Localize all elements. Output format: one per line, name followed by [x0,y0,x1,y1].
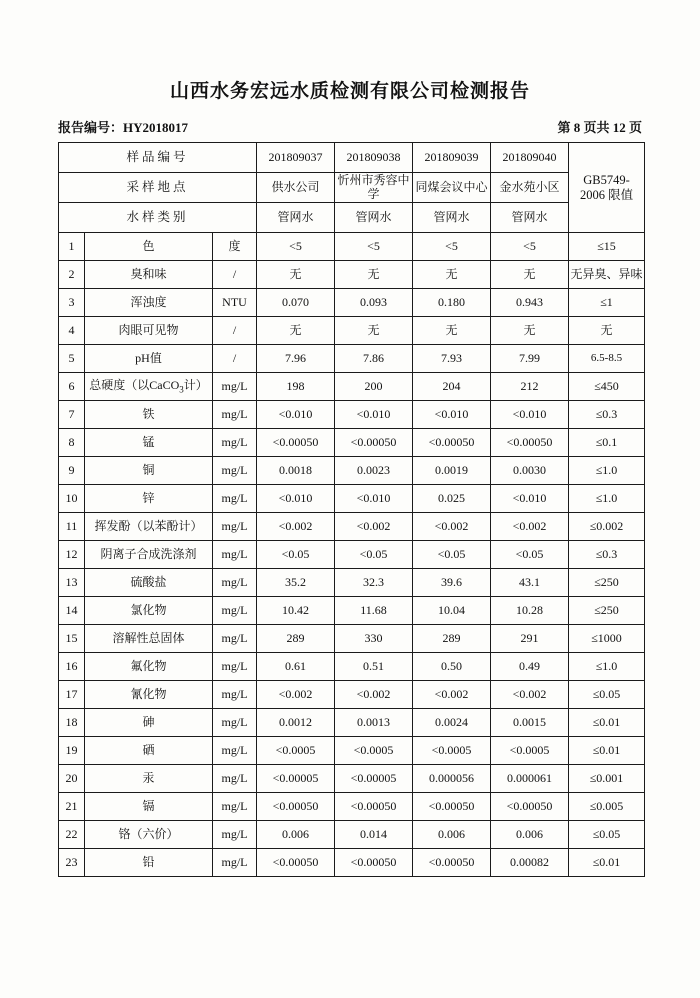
row-value-3: <0.010 [413,401,491,429]
row-item-name: 镉 [85,793,213,821]
row-value-3: <0.002 [413,513,491,541]
row-value-1: 35.2 [257,569,335,597]
header-label-sample-no: 样品编号 [59,143,257,173]
row-value-2: 0.014 [335,821,413,849]
row-item-name: 肉眼可见物 [85,317,213,345]
row-index: 6 [59,373,85,401]
row-unit: mg/L [213,765,257,793]
row-item-name: 铜 [85,457,213,485]
row-value-4: <0.0005 [491,737,569,765]
row-value-3: 无 [413,261,491,289]
table-body [59,143,645,877]
row-standard: 无 [569,317,645,345]
row-value-1: 无 [257,261,335,289]
row-item-name: 挥发酚（以苯酚计） [85,513,213,541]
row-unit: mg/L [213,597,257,625]
row-value-1: <0.002 [257,513,335,541]
row-value-4: 0.000061 [491,765,569,793]
table-row [59,541,645,569]
row-value-2: 32.3 [335,569,413,597]
row-value-3: 无 [413,317,491,345]
table-row [59,513,645,541]
row-index: 18 [59,709,85,737]
row-item-name: 硒 [85,737,213,765]
row-value-1: 7.96 [257,345,335,373]
row-index: 16 [59,653,85,681]
row-item-name: 阴离子合成洗涤剂 [85,541,213,569]
row-value-4: 7.99 [491,345,569,373]
row-index: 8 [59,429,85,457]
table-header-sample-no [59,143,645,173]
row-value-2: <5 [335,233,413,261]
sample-no-4: 201809040 [491,143,569,173]
row-item-name: 氯化物 [85,597,213,625]
row-value-4: 0.0015 [491,709,569,737]
row-value-1: 无 [257,317,335,345]
row-index: 17 [59,681,85,709]
row-value-3: <0.00050 [413,849,491,877]
row-unit: mg/L [213,401,257,429]
row-value-2: 无 [335,261,413,289]
row-index: 14 [59,597,85,625]
row-value-4: 0.49 [491,653,569,681]
row-unit: mg/L [213,569,257,597]
row-value-2: 0.51 [335,653,413,681]
sample-type-2: 管网水 [335,203,413,233]
table-row [59,737,645,765]
row-value-3: 0.000056 [413,765,491,793]
row-value-1: 289 [257,625,335,653]
row-value-3: 0.006 [413,821,491,849]
row-value-3: <5 [413,233,491,261]
row-item-name: 臭和味 [85,261,213,289]
page-title: 山西水务宏远水质检测有限公司检测报告 [169,81,530,102]
header-label-site: 采样地点 [59,173,257,203]
row-value-2: 330 [335,625,413,653]
row-index: 21 [59,793,85,821]
row-item-name: 铁 [85,401,213,429]
report-number: 报告编号：HY2018017 [58,120,189,135]
row-value-1: 0.0012 [257,709,335,737]
table-row [59,429,645,457]
row-value-4: <0.010 [491,401,569,429]
row-item-name: 硫酸盐 [85,569,213,597]
row-value-1: 0.0018 [257,457,335,485]
table-row [59,849,645,877]
row-unit: / [213,345,257,373]
row-item-name: pH值 [85,345,213,373]
row-unit: mg/L [213,709,257,737]
table-row [59,793,645,821]
row-value-3: 10.04 [413,597,491,625]
table-row [59,569,645,597]
row-index: 3 [59,289,85,317]
row-value-4: 0.006 [491,821,569,849]
row-index: 4 [59,317,85,345]
row-standard: ≤1000 [569,625,645,653]
row-unit: mg/L [213,681,257,709]
row-item-name: 浑浊度 [85,289,213,317]
row-value-4: <0.00050 [491,793,569,821]
row-value-2: <0.00005 [335,765,413,793]
row-unit: mg/L [213,737,257,765]
table-row [59,261,645,289]
table-row [59,681,645,709]
row-index: 7 [59,401,85,429]
row-item-name: 锰 [85,429,213,457]
row-item-name: 砷 [85,709,213,737]
row-standard: ≤450 [569,373,645,401]
header-label-type: 水样类别 [59,203,257,233]
row-value-4: <0.00050 [491,429,569,457]
row-value-2: <0.010 [335,485,413,513]
row-value-3: <0.0005 [413,737,491,765]
row-value-4: 0.00082 [491,849,569,877]
row-index: 22 [59,821,85,849]
row-index: 10 [59,485,85,513]
row-value-1: <0.00050 [257,793,335,821]
report-meta [58,117,642,136]
row-value-4: <0.05 [491,541,569,569]
row-value-1: <0.002 [257,681,335,709]
row-unit: mg/L [213,821,257,849]
row-value-2: <0.002 [335,513,413,541]
row-value-1: <5 [257,233,335,261]
row-value-1: 0.61 [257,653,335,681]
row-index: 11 [59,513,85,541]
row-unit: 度 [213,233,257,261]
sample-site-4: 金水苑小区 [491,173,569,203]
row-standard: 无异臭、异味 [569,261,645,289]
row-value-3: 0.50 [413,653,491,681]
row-unit: mg/L [213,849,257,877]
row-item-name: 铅 [85,849,213,877]
row-value-1: <0.0005 [257,737,335,765]
row-index: 1 [59,233,85,261]
row-value-4: <0.002 [491,513,569,541]
sample-no-2: 201809038 [335,143,413,173]
sample-type-1: 管网水 [257,203,335,233]
row-standard: ≤0.002 [569,513,645,541]
row-index: 20 [59,765,85,793]
row-value-3: 7.93 [413,345,491,373]
row-standard: ≤0.005 [569,793,645,821]
row-standard: ≤0.3 [569,541,645,569]
row-index: 9 [59,457,85,485]
row-item-name: 氰化物 [85,681,213,709]
row-standard: 6.5-8.5 [569,345,645,373]
row-standard: ≤1.0 [569,485,645,513]
row-value-1: 0.070 [257,289,335,317]
row-value-3: <0.00050 [413,793,491,821]
row-value-2: 7.86 [335,345,413,373]
row-item-name: 铬（六价） [85,821,213,849]
row-standard: ≤1.0 [569,457,645,485]
row-value-2: <0.00050 [335,793,413,821]
row-unit: mg/L [213,485,257,513]
row-index: 5 [59,345,85,373]
sample-no-3: 201809039 [413,143,491,173]
table-row [59,625,645,653]
standard-header: GB5749- 2006 限值 [569,143,645,233]
sample-no-1: 201809037 [257,143,335,173]
row-value-1: <0.00050 [257,429,335,457]
row-value-2: 0.093 [335,289,413,317]
sample-type-3: 管网水 [413,203,491,233]
row-value-1: <0.05 [257,541,335,569]
table-row [59,821,645,849]
row-unit: mg/L [213,373,257,401]
row-value-4: 10.28 [491,597,569,625]
table-header-site [59,173,645,203]
row-value-1: <0.00050 [257,849,335,877]
row-index: 15 [59,625,85,653]
row-item-name: 汞 [85,765,213,793]
water-quality-table [58,142,645,877]
row-value-2: <0.0005 [335,737,413,765]
row-value-3: <0.05 [413,541,491,569]
row-index: 13 [59,569,85,597]
row-standard: ≤15 [569,233,645,261]
sample-site-3: 同煤会议中心 [413,173,491,203]
row-standard: ≤0.05 [569,821,645,849]
row-item-name: 氟化物 [85,653,213,681]
row-unit: mg/L [213,457,257,485]
row-item-name: 锌 [85,485,213,513]
row-standard: ≤1 [569,289,645,317]
row-item-name: 色 [85,233,213,261]
table-row [59,765,645,793]
row-standard: ≤0.3 [569,401,645,429]
row-item-name: 溶解性总固体 [85,625,213,653]
row-standard: ≤0.01 [569,849,645,877]
row-value-4: 212 [491,373,569,401]
row-value-2: <0.010 [335,401,413,429]
row-value-2: 0.0013 [335,709,413,737]
row-standard: ≤0.1 [569,429,645,457]
row-value-4: 无 [491,261,569,289]
row-value-3: 289 [413,625,491,653]
table-row [59,401,645,429]
table-row [59,373,645,401]
row-unit: / [213,317,257,345]
row-standard: ≤1.0 [569,653,645,681]
row-standard: ≤0.01 [569,709,645,737]
table-row [59,485,645,513]
row-unit: mg/L [213,541,257,569]
row-value-2: 200 [335,373,413,401]
row-value-3: 0.180 [413,289,491,317]
row-unit: mg/L [213,429,257,457]
table-row [59,709,645,737]
row-value-4: 43.1 [491,569,569,597]
row-value-3: 0.0024 [413,709,491,737]
row-value-1: 0.006 [257,821,335,849]
row-index: 12 [59,541,85,569]
row-value-1: <0.010 [257,401,335,429]
row-index: 23 [59,849,85,877]
table-row [59,317,645,345]
row-standard: ≤250 [569,597,645,625]
row-value-4: 0.943 [491,289,569,317]
row-value-3: <0.00050 [413,429,491,457]
row-value-2: <0.00050 [335,429,413,457]
sample-site-2: 忻州市秀容中学 [335,173,413,203]
row-unit: mg/L [213,793,257,821]
row-value-3: 0.0019 [413,457,491,485]
row-unit: NTU [213,289,257,317]
row-value-3: <0.002 [413,681,491,709]
row-value-4: 291 [491,625,569,653]
row-value-3: 39.6 [413,569,491,597]
row-value-4: <0.010 [491,485,569,513]
row-value-4: 无 [491,317,569,345]
row-value-1: 10.42 [257,597,335,625]
row-standard: ≤0.05 [569,681,645,709]
sample-type-4: 管网水 [491,203,569,233]
row-value-2: 无 [335,317,413,345]
row-value-4: 0.0030 [491,457,569,485]
row-index: 19 [59,737,85,765]
row-item-name: 总硬度（以CaCO$_3$计） [85,373,213,401]
table-row [59,597,645,625]
row-unit: mg/L [213,513,257,541]
row-value-1: <0.010 [257,485,335,513]
row-value-2: 0.0023 [335,457,413,485]
row-unit: / [213,261,257,289]
row-unit: mg/L [213,653,257,681]
page-number: 第 8 页共 12 页 [557,120,642,135]
row-value-4: <5 [491,233,569,261]
row-unit: mg/L [213,625,257,653]
row-value-1: 198 [257,373,335,401]
row-value-2: <0.05 [335,541,413,569]
sample-site-1: 供水公司 [257,173,335,203]
row-value-2: <0.00050 [335,849,413,877]
row-value-1: <0.00005 [257,765,335,793]
table-row [59,457,645,485]
row-value-2: 11.68 [335,597,413,625]
table-row [59,233,645,261]
row-standard: ≤0.01 [569,737,645,765]
table-row [59,289,645,317]
row-value-4: <0.002 [491,681,569,709]
table-row [59,653,645,681]
row-value-3: 0.025 [413,485,491,513]
row-index: 2 [59,261,85,289]
row-standard: ≤0.001 [569,765,645,793]
row-value-3: 204 [413,373,491,401]
table-row [59,345,645,373]
row-standard: ≤250 [569,569,645,597]
table-header-type [59,203,645,233]
row-value-2: <0.002 [335,681,413,709]
